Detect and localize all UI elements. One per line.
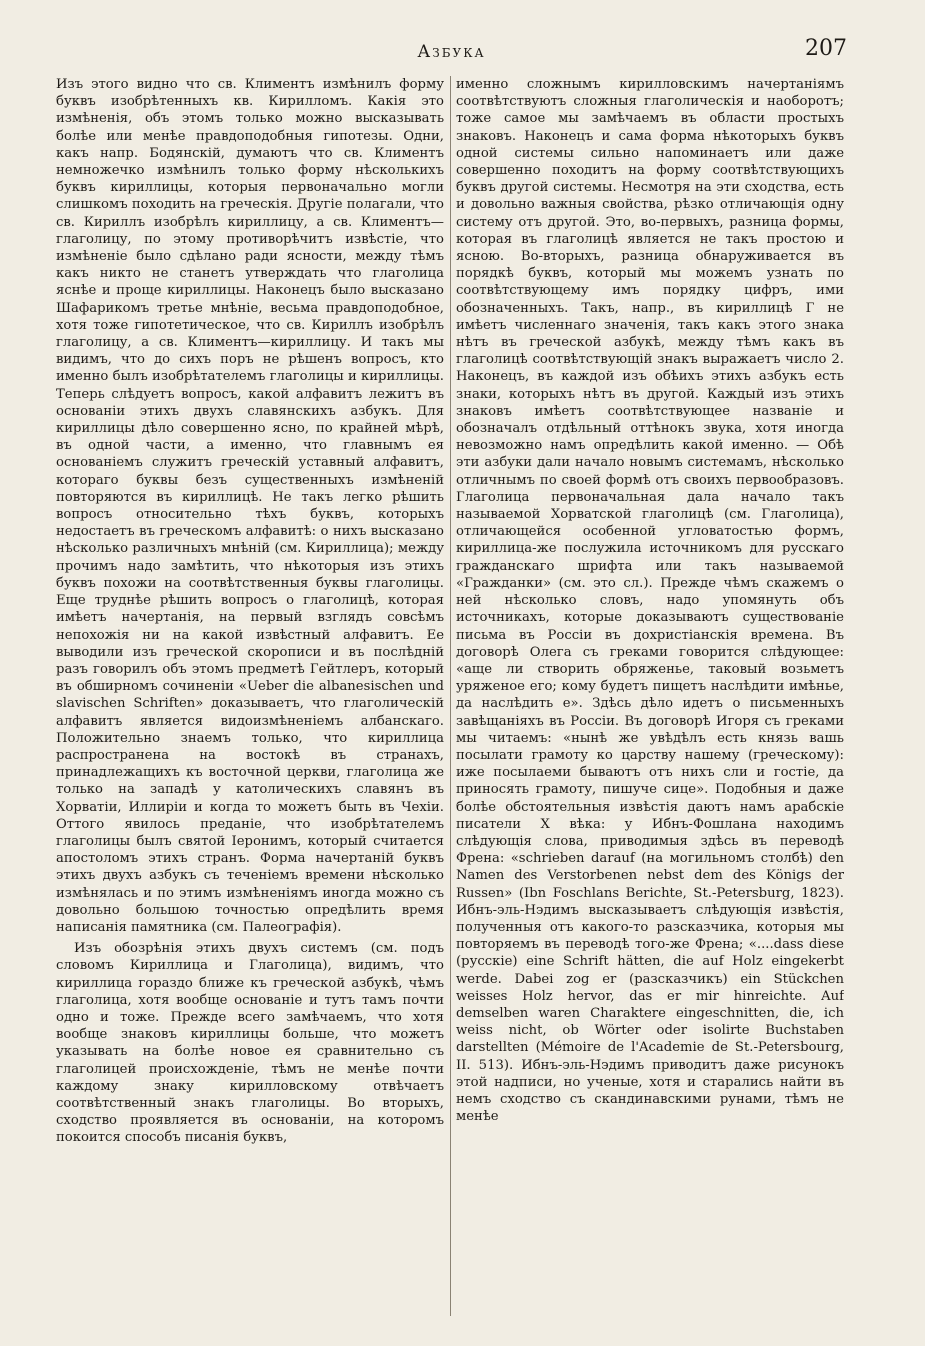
paragraph: Изъ обозрѣнія этихъ двухъ системъ (см. подъ словомъ Кириллица и Глаголица), видимъ, что кириллица гораздо ближе къ греческой азбукѣ, чѣмъ глаголица, хотя вообще основаніе и тутъ тамъ почти одно и тоже. Прежде всего замѣчаемъ, что хотя вообще знаковъ кириллицы больше, что можетъ указывать на болѣе новое ея сравнительно съ глаголицей происхожденіе, тѣмъ не менѣе почти каждому знаку кирилловскому отвѣчаетъ соотвѣтственный знакъ глаголицы. Во вторыхъ, сходство проявляется въ основаніи, на которомъ покоится способъ писанія буквъ, xyxy=(56,941,444,1146)
paragraph: Изъ этого видно что св. Климентъ измѣнилъ форму буквъ изобрѣтенныхъ кв. Кирилломъ. Какія это измѣненія, объ этомъ только можно высказывать болѣе или менѣе правдоподобныя гипотезы. Одни, какъ напр. Бодянскій, думаютъ что св. Климентъ немножечко измѣнилъ только форму нѣсколькихъ буквъ кириллицы, которыя первоначально могли слишкомъ походить на греческія. Другіе полагали, что св. Кириллъ изобрѣлъ кириллицу, а св. Климентъ—глаголицу, по этому противорѣчитъ извѣстіе, что измѣненіе было сдѣлано ради ясности, между тѣмъ какъ никто не станетъ утверждать что глаголица яснѣе и проще кириллицы. Наконецъ было высказано Шафарикомъ третье мнѣніе, весьма правдоподобное, хотя тоже гипотетическое, что св. Кириллъ изобрѣлъ глаголицу, а св. Климентъ—кириллицу. И такъ мы видимъ, что до сихъ поръ не рѣшенъ вопросъ, кто именно былъ изобрѣтателемъ глаголицы и кириллицы. Теперь слѣдуетъ вопросъ, какой алфавитъ лежитъ въ основаніи этихъ двухъ славянскихъ азбукъ. Для кириллицы дѣло совершенно ясно, по крайней мѣрѣ, въ одной части, а именно, что главнымъ ея основаніемъ служитъ греческій уставный алфавитъ, котораго буквы безъ существенныхъ измѣненій повторяются въ кириллицѣ. Не такъ легко рѣшить вопросъ относительно тѣхъ буквъ, которыхъ недостаетъ въ греческомъ алфавитѣ: о нихъ высказано нѣсколько различныхъ мнѣній (см. Кириллица); между прочимъ надо замѣтить, что нѣкоторыя изъ этихъ буквъ похожи на соотвѣтственныя буквы глаголицы. Еще труднѣе рѣшить вопросъ о глаголицѣ, которая имѣетъ начертанія, на первый взглядъ совсѣмъ непохожія ни на какой извѣстный алфавитъ. Ее выводили изъ греческой скорописи и въ послѣдній разъ говорилъ объ этомъ предметѣ Гейтлеръ, который въ обширномъ сочиненіи «Ueber die albanesischen und slavischen Schriften» доказываетъ, что глаголическій алфавитъ является видоизмѣненіемъ албанскаго. Положительно знаемъ только, что кириллица распространена на востокѣ въ странахъ, принадлежащихъ къ восточной церкви, глаголица же только на западѣ у католическихъ славянъ въ Хорватіи, Иллиріи и когда то можетъ быть въ Чехіи. Оттого явилось преданіе, что изобрѣтателемъ глаголицы былъ святой Іеронимъ, который считается апостоломъ этихъ странъ. Форма начертаній буквъ этихъ двухъ азбукъ съ теченіемъ времени нѣсколько измѣнялась и по этимъ измѣненіямъ иногда можно съ довольно большою точностью опредѣлить время написанія памятника (см. Палеографія). xyxy=(56,77,444,935)
right-column xyxy=(456,76,844,1326)
running-title: Азбука xyxy=(417,42,486,62)
paragraph: именно сложнымъ кирилловскимъ начертаніямъ соотвѣтствуютъ сложныя глаголическія и наоборотъ; тоже самое мы замѣчаемъ въ области простыхъ знаковъ. Наконецъ и сама форма нѣкоторыхъ буквъ одной системы сильно напоминаетъ или даже совершенно походитъ на форму соотвѣтствующихъ буквъ другой системы. Несмотря на эти сходства, есть и довольно важныя свойства, рѣзко отличающія одну систему отъ другой. Это, во-первыхъ, разница формы, которая въ глаголицѣ является не такъ простою и ясною. Во-вторыхъ, разница обнаруживается въ порядкѣ буквъ, который мы можемъ узнать по соотвѣтствующему имъ порядку цифръ, ими обозначенныхъ. Такъ, напр., въ кириллицѣ Г не имѣетъ численнаго значенія, такъ какъ этого знака нѣтъ въ греческой азбукѣ, между тѣмъ какъ въ глаголицѣ соотвѣтствующій знакъ выражаетъ число 2. Наконецъ, въ каждой изъ обѣихъ этихъ азбукъ есть знаки, которыхъ нѣтъ въ другой. Каждый изъ этихъ знаковъ имѣетъ соотвѣтствующее названіе и обозначалъ отдѣльный оттѣнокъ звука, хотя иногда невозможно намъ опредѣлить какой именно. — Обѣ эти азбуки дали начало новымъ системамъ, нѣсколько отличнымъ по своей формѣ отъ своихъ первообразовъ. Глаголица первоначальная дала начало такъ называемой Хорватской глаголицѣ (см. Глаголица), отличающейся особенной угловатостью формъ, кириллица-же послужила источникомъ для русскаго гражданскаго шрифта или такъ называемой «Гражданки» (см. это сл.). Прежде чѣмъ скажемъ о ней нѣсколько словъ, надо упомянуть объ источникахъ, которые доказываютъ существованіе письма въ Россіи въ дохристіанскія времена. Въ договорѣ Олега съ греками говорится слѣдующее: «аще ли створить обряженье, таковый возьметъ уряженое его; кому будетъ пищетъ наслѣдити имѣнье, да наслѣдить е». Здѣсь дѣло идетъ о письменныхъ завѣщаніяхъ въ Россіи. Въ договорѣ Игоря съ греками мы читаемъ: «нынѣ же увѣдѣлъ есть князь вашь посылати грамоту ко царству нашему (греческому): иже посылаеми бываютъ отъ нихъ сли и гостіе, да приносять грамоту, пишуче сице». Подобныя и даже болѣе обстоятельныя извѣстія даютъ намъ арабскіе писатели X вѣка: у Ибнъ-Фошлана находимъ слѣдующія слова, приводимыя здѣсь въ переводѣ Френа: «schrieben darauf (на могильномъ столбѣ) den Namen des Verstorbenen nebst dem des Königs der Russen» (Ibn Foschlans Berichte, St.-Petersburg, 1823). Ибнъ-эль-Нэдимъ высказываетъ слѣдующія извѣстія, полученныя отъ какого-то разсказчика, которыя мы повторяемъ въ переводѣ того-же Френа; «....dass diese (русскіе) eine Schrift hätten, die auf Holz eingekerbt werde. Dabei zog er (разсказчикъ) ein Stückchen weisses Holz hervor, das er mir hinreichte. Auf demselben waren Charaktere eingeschnitten, die, ich weiss nicht, ob Wörter oder isolirte Buchstaben darstellten (Mémoire de l'Academie de St.-Petersbourg, II. 513). Ибнъ-эль-Нэдимъ приводитъ даже рисунокъ этой надписи, но ученые, хотя и старались найти въ немъ сходство съ скандинавскими рунами, тѣмъ не менѣе xyxy=(456,77,844,1125)
left-column xyxy=(56,76,444,1326)
column-divider xyxy=(450,76,451,1316)
page-header xyxy=(56,36,847,70)
page-number: 207 xyxy=(805,36,847,61)
text-columns xyxy=(56,76,848,1326)
